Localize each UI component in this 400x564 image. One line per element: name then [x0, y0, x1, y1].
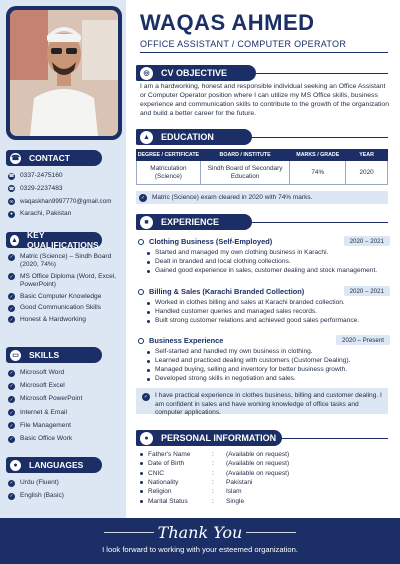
profile-photo-frame: [6, 6, 122, 140]
table-cell: Matriculation (Science): [137, 161, 201, 185]
graduation-cap-icon: ▲: [11, 236, 18, 244]
list-item: ✓ MS Office Diploma (Word, Excel, PowerPoint): [9, 272, 117, 289]
list-item: ✓ Microsoft PowerPoint: [9, 395, 83, 403]
flourish-divider: [246, 532, 296, 533]
target-icon: ◎: [140, 67, 153, 80]
experience-note: ✓ I have practical experience in clothes business, billing and customer dealing. I am confident in sales and have working knowledge of office tasks and computer applications.: [136, 388, 388, 414]
thank-you-text: Thank You: [157, 523, 243, 542]
footer-message: I look forward to working with your esteemed organization.: [102, 545, 298, 554]
personal-info-list: [140, 450, 289, 506]
section-divider: [256, 73, 388, 74]
section-divider: [252, 222, 388, 223]
job-date: 2020 – 2021: [344, 286, 390, 296]
phone-icon: ☎: [8, 173, 15, 179]
list-item: Gained good experience in sales, customer dealing and stock management.: [147, 267, 390, 276]
list-item: Started and managed my own clothing business in Karachi.: [147, 249, 390, 258]
mail-icon: ✉: [9, 198, 14, 204]
list-item: Learned and practiced dealing with customers (Customer Dealing).: [147, 357, 390, 366]
job-title: Clothing Business (Self-Employed): [138, 237, 390, 246]
person-portrait-icon: [10, 10, 118, 136]
list-item: ✓ Microsoft Excel: [9, 382, 65, 390]
check-icon: ✓: [9, 254, 14, 260]
personal-info-heading: ● PERSONAL INFORMATION: [136, 430, 282, 446]
bullet-icon: [138, 239, 144, 245]
objective-heading: ◎ CV OBJECTIVE: [136, 65, 256, 81]
list-item: Worked in clothes billing and sales at Karachi branded collection.: [147, 299, 390, 308]
check-icon: ✓: [9, 436, 14, 442]
table-cell: 74%: [290, 161, 346, 185]
header-divider: [140, 52, 388, 53]
table-row: Marital Status : Single: [140, 496, 289, 505]
check-icon: ✓: [140, 194, 146, 201]
column-header: YEAR: [346, 150, 388, 161]
check-icon: ✓: [9, 409, 14, 415]
table-row: Nationality : Pakistani: [140, 478, 289, 487]
check-icon: ✓: [9, 370, 14, 376]
phone-icon: ☎: [10, 153, 21, 164]
list-item: Dealt in branded and local clothing collections.: [147, 258, 390, 267]
check-icon: ✓: [9, 293, 14, 299]
job-title: Business Experience: [138, 336, 390, 345]
list-item: Handled customer queries and managed sales records.: [147, 308, 390, 317]
list-item: ✓ Honest & Hardworking: [9, 315, 86, 323]
candidate-name: WAQAS AHMED: [140, 10, 315, 35]
table-row: Father's Name : (Available on request): [140, 450, 289, 459]
list-item: ✓ Internet & Email: [9, 408, 67, 416]
sidebar: [0, 0, 126, 518]
column-header: DEGREE / CERTIFICATE: [137, 150, 201, 161]
contact-list: [8, 172, 124, 222]
list-item: Managed buying, selling and inventory for better business growth.: [147, 366, 390, 375]
qualifications-list: [8, 253, 124, 328]
list-item: ✓ Matric (Science) – Sindh Board (2020, 74%): [9, 253, 112, 269]
column-header: MARKS / GRADE: [290, 150, 346, 161]
check-icon: ✓: [143, 393, 149, 400]
list-item: ✓ Microsoft Word: [9, 369, 65, 376]
contact-phone-2[interactable]: ☎ 0329-2237483: [8, 184, 63, 192]
job-entry: [138, 336, 390, 384]
job-entry: [138, 287, 390, 326]
table-cell: 2020: [346, 161, 388, 185]
contact-email[interactable]: ✉ waqaskhan9997770@gmail.com: [9, 197, 112, 205]
check-icon: ✓: [9, 480, 14, 486]
footer: [0, 518, 400, 564]
job-entry: [138, 237, 390, 276]
list-item: ✓ Basic Office Work: [9, 435, 73, 443]
location-icon: ●: [8, 211, 15, 218]
job-title: Billing & Sales (Karachi Branded Collection): [138, 287, 390, 296]
check-icon: ✓: [9, 423, 14, 429]
table-row: Religion : Islam: [140, 487, 289, 496]
section-divider: [282, 438, 388, 439]
job-date: 2020 – Present: [336, 335, 390, 345]
contact-heading: ☎ CONTACT: [6, 150, 102, 166]
list-item: Self-started and handled my own business in clothing.: [147, 348, 390, 357]
list-item: ✓ Urdu (Fluent): [9, 479, 59, 486]
list-item: ✓ File Management: [9, 421, 71, 429]
candidate-role: OFFICE ASSISTANT / COMPUTER OPERATOR: [140, 39, 347, 49]
list-item: ✓ English (Basic): [9, 492, 64, 500]
check-icon: ✓: [9, 383, 14, 389]
list-item: ✓ Basic Computer Knowledge: [9, 292, 102, 300]
user-icon: ●: [140, 432, 153, 445]
skills-heading: ▭ SKILLS: [6, 347, 102, 363]
list-item: Developed strong skills in negotiation and sales.: [147, 375, 390, 384]
table-row: [137, 161, 388, 185]
contact-phone-1[interactable]: ☎ 0337-2475160: [8, 172, 63, 179]
check-icon: ✓: [9, 317, 14, 323]
table-row: Date of Birth : (Available on request): [140, 459, 289, 468]
education-table: [136, 149, 388, 185]
qualifications-heading: ▲ KEY QUALIFICATIONS: [6, 232, 102, 248]
bullet-icon: [138, 338, 144, 344]
table-header-row: [137, 150, 388, 161]
list-item: ✓ Good Communication Skills: [9, 304, 101, 312]
experience-heading: ■ EXPERIENCE: [136, 214, 252, 230]
list-item: Built strong customer relations and achieved good sales performance.: [147, 317, 390, 326]
contact-location: ● Karachi, Pakistan: [8, 210, 124, 218]
education-heading: ▲ EDUCATION: [136, 129, 252, 145]
graduation-cap-icon: ▲: [140, 131, 153, 144]
bullet-icon: [138, 289, 144, 295]
phone-icon: ☎: [8, 186, 15, 192]
profile-photo: [10, 10, 118, 136]
table-row: CNIC : (Available on request): [140, 469, 289, 478]
section-divider: [252, 137, 388, 138]
check-icon: ✓: [9, 305, 14, 311]
job-date: 2020 – 2021: [344, 236, 390, 246]
check-icon: ✓: [9, 396, 14, 402]
briefcase-icon: ■: [140, 216, 153, 229]
education-note: ✓ Matric (Science) exam cleared in 2020 with 74% marks.: [136, 191, 388, 204]
check-icon: ✓: [9, 493, 14, 499]
languages-heading: ● LANGUAGES: [6, 457, 102, 473]
skills-list: [8, 369, 124, 447]
languages-list: [8, 479, 124, 504]
objective-text: I am a hardworking, honest and responsible individual seeking an Office Assistant or Computer Operator position where I can utilize my MS Office skills, business experience and communication skills to contribute to the growth of the organization and build a better career for the future.: [140, 83, 389, 117]
check-icon: ✓: [9, 274, 14, 280]
column-header: BOARD / INSTITUTE: [200, 150, 290, 161]
monitor-icon: ▭: [10, 350, 21, 361]
table-cell: Sindh Board of Secondary Education: [200, 161, 290, 185]
chat-icon: ●: [10, 460, 21, 471]
